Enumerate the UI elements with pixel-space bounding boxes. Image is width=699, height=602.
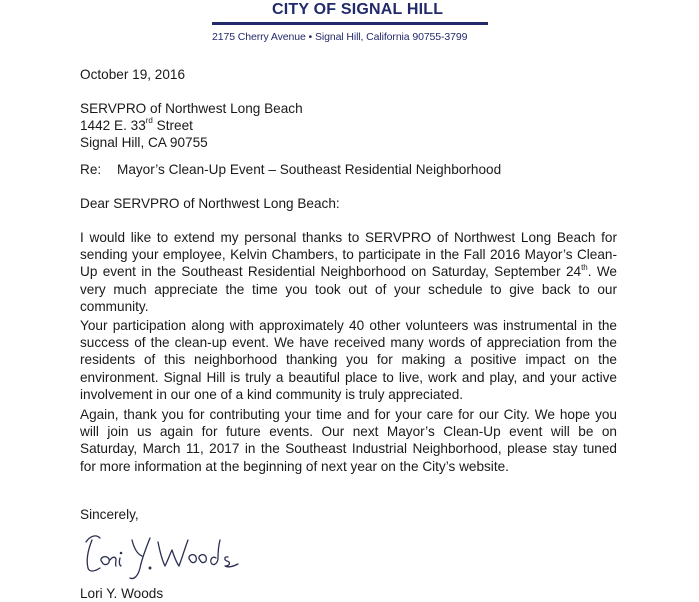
recipient-city: Signal Hill, CA 90755	[80, 135, 208, 150]
signer-name: Lori Y. Woods	[80, 586, 164, 601]
paragraph-thanks-line3: Up event in the Southeast Residential Neighborhood on Saturday, September 24th. We	[80, 262, 617, 280]
paragraph-participation: Your participation along with approximately 40 other volunteers was instrumental in the success of the clean-up event. We have received many words of appreciation from the residents of this neighborhood thanking you for making a positive impact on the environment. Signal Hill is truly a beautiful place to live, work and play, and your active involvement in our one of a kind community is truly appreciated.	[80, 318, 617, 402]
re-label: Re:	[80, 162, 102, 177]
paragraph-future-events: Again, thank you for contributing your time and for your care for our City. We hope you will join us again for future events. Our next Mayor’s Clean-Up event will be on Saturday, March 11, 2017 in the Southeast Industrial Neighborhood, please stay tuned for more information at the beginning of next year on the City’s website.	[80, 407, 617, 474]
closing: Sincerely,	[80, 507, 139, 522]
city-address: 2175 Cherry Avenue • Signal Hill, California 90755-3799	[212, 31, 468, 43]
recipient-name: SERVPRO of Northwest Long Beach	[80, 101, 303, 116]
city-name-title: CITY OF SIGNAL HILL	[272, 1, 444, 18]
paragraph-thanks: I would like to extend my personal thanks to SERVPRO of Northwest Long Beach for sending your employee, Kelvin Chambers, to participate in the Fall 2016 Mayor’s Clean- Up event in the Southeast Residential Neighborhood on Saturday, September 24th. We very much appreciate the time you took out of your schedule to give back to our community.	[80, 230, 617, 314]
salutation: Dear SERVPRO of Northwest Long Beach:	[80, 196, 340, 211]
subject-line	[80, 161, 501, 178]
letterhead-rule	[212, 22, 488, 25]
recipient-street: 1442 E. 33rd Street	[80, 116, 193, 133]
handwritten-signature	[82, 528, 252, 584]
letter-date: October 19, 2016	[80, 67, 186, 82]
letterhead	[0, 0, 699, 50]
subject-text: Mayor’s Clean-Up Event – Southeast Residential Neighborhood	[117, 162, 502, 177]
